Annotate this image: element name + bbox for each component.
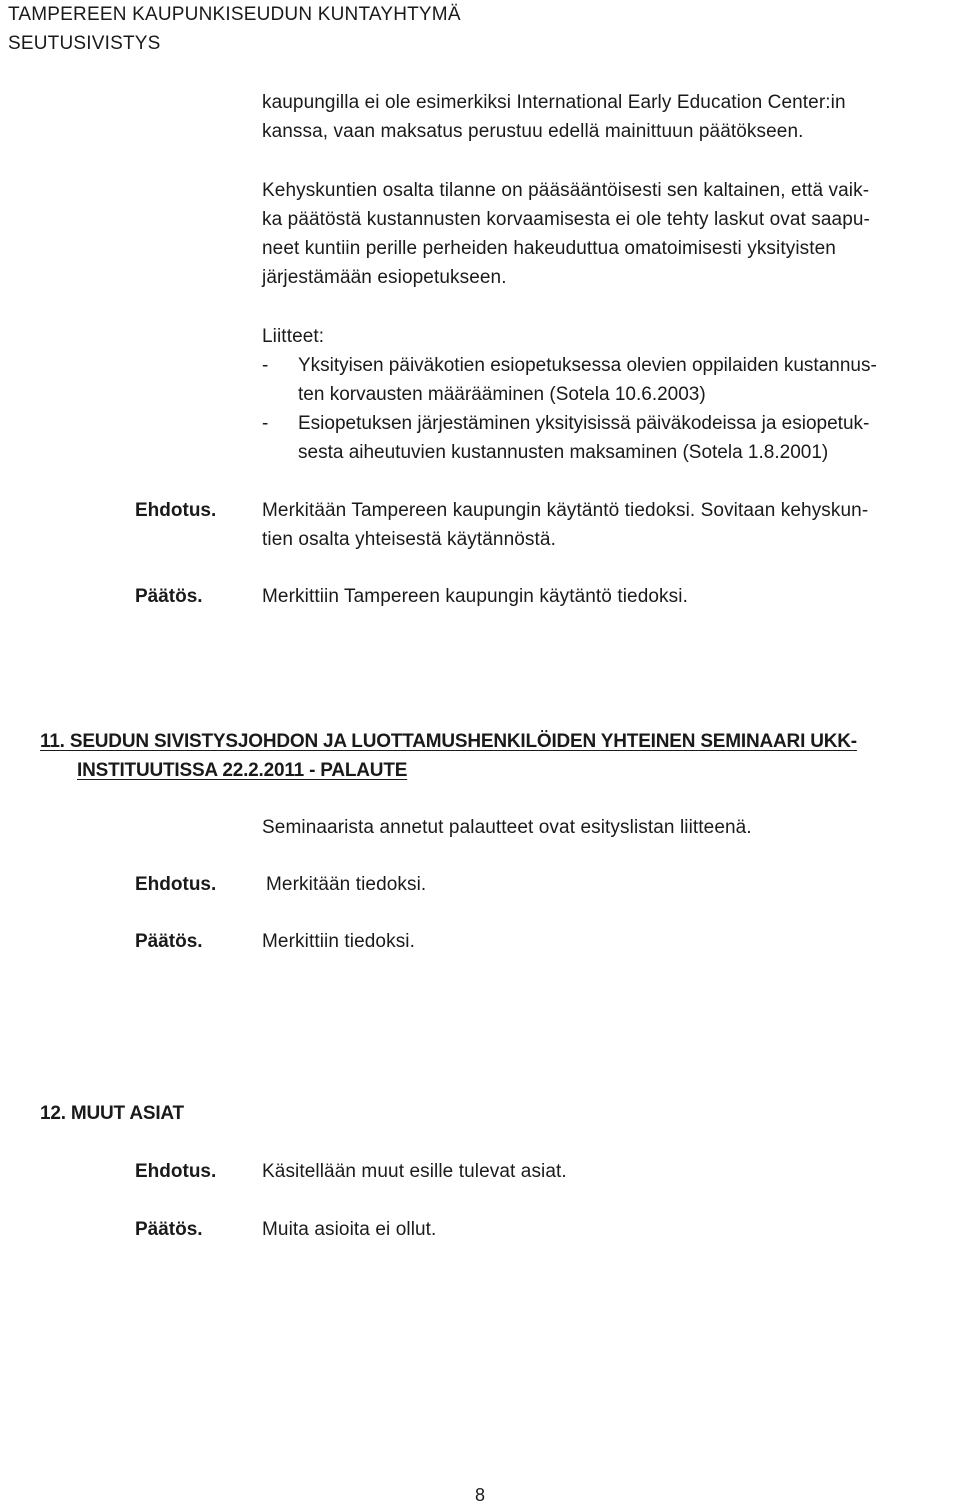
section-body-text: Seminaarista annetut palautteet ovat esityslistan liitteenä. xyxy=(262,817,752,838)
attachments-title: Liitteet: xyxy=(262,326,325,347)
paragraph-line: kanssa, vaan maksatus perustuu edellä mainittuun päätökseen. xyxy=(262,121,804,142)
paragraph-line: neet kuntiin perille perheiden hakeuduttua omatoimisesti yksityisten xyxy=(262,238,836,259)
proposal-text: Käsitellään muut esille tulevat asiat. xyxy=(262,1161,567,1182)
attachment-item-line: Yksityisen päiväkotien esiopetuksessa olevien oppilaiden kustannus- xyxy=(298,355,877,376)
attachment-item-line: ten korvausten määrääminen (Sotela 10.6.2003) xyxy=(298,384,706,405)
decision-text: Muita asioita ei ollut. xyxy=(262,1219,437,1240)
decision-text: Merkittiin Tampereen kaupungin käytäntö tiedoksi. xyxy=(262,586,688,607)
section-heading: 11. SEUDUN SIVISTYSJOHDON JA LUOTTAMUSHENKILÖIDEN YHTEINEN SEMINAARI UKK- xyxy=(40,731,857,752)
document-header-organization: TAMPEREEN KAUPUNKISEUDUN KUNTAYHTYMÄ xyxy=(8,4,461,25)
document-header-department: SEUTUSIVISTYS xyxy=(8,33,161,54)
list-dash: - xyxy=(262,413,269,434)
decision-label: Päätös. xyxy=(135,931,203,952)
paragraph-line: järjestämään esiopetukseen. xyxy=(262,267,507,288)
decision-text: Merkittiin tiedoksi. xyxy=(262,931,415,952)
section-heading: 12. MUUT ASIAT xyxy=(40,1103,184,1124)
proposal-text: Merkitään tiedoksi. xyxy=(266,874,427,895)
paragraph-line: ka päätöstä kustannusten korvaamisesta ei ole tehty laskut ovat saapu- xyxy=(262,209,870,230)
list-dash: - xyxy=(262,355,269,376)
decision-label: Päätös. xyxy=(135,586,203,607)
page-number: 8 xyxy=(474,1485,485,1505)
decision-label: Päätös. xyxy=(135,1219,203,1240)
proposal-text-line: Merkitään Tampereen kaupungin käytäntö tiedoksi. Sovitaan kehyskun- xyxy=(262,500,869,521)
paragraph-line: kaupungilla ei ole esimerkiksi International Early Education Center:in xyxy=(262,92,846,113)
attachment-item-line: Esiopetuksen järjestäminen yksityisissä päiväkodeissa ja esiopetuk- xyxy=(298,413,870,434)
proposal-label: Ehdotus. xyxy=(135,1161,217,1182)
section-heading: INSTITUUTISSA 22.2.2011 - PALAUTE xyxy=(77,760,408,781)
paragraph-line: Kehyskuntien osalta tilanne on pääsääntöisesti sen kaltainen, että vaik- xyxy=(262,180,870,201)
proposal-label: Ehdotus. xyxy=(135,874,217,895)
proposal-text-line: tien osalta yhteisestä käytännöstä. xyxy=(262,529,556,550)
attachment-item-line: sesta aiheutuvien kustannusten maksaminen (Sotela 1.8.2001) xyxy=(298,442,829,463)
proposal-label: Ehdotus. xyxy=(135,500,217,521)
